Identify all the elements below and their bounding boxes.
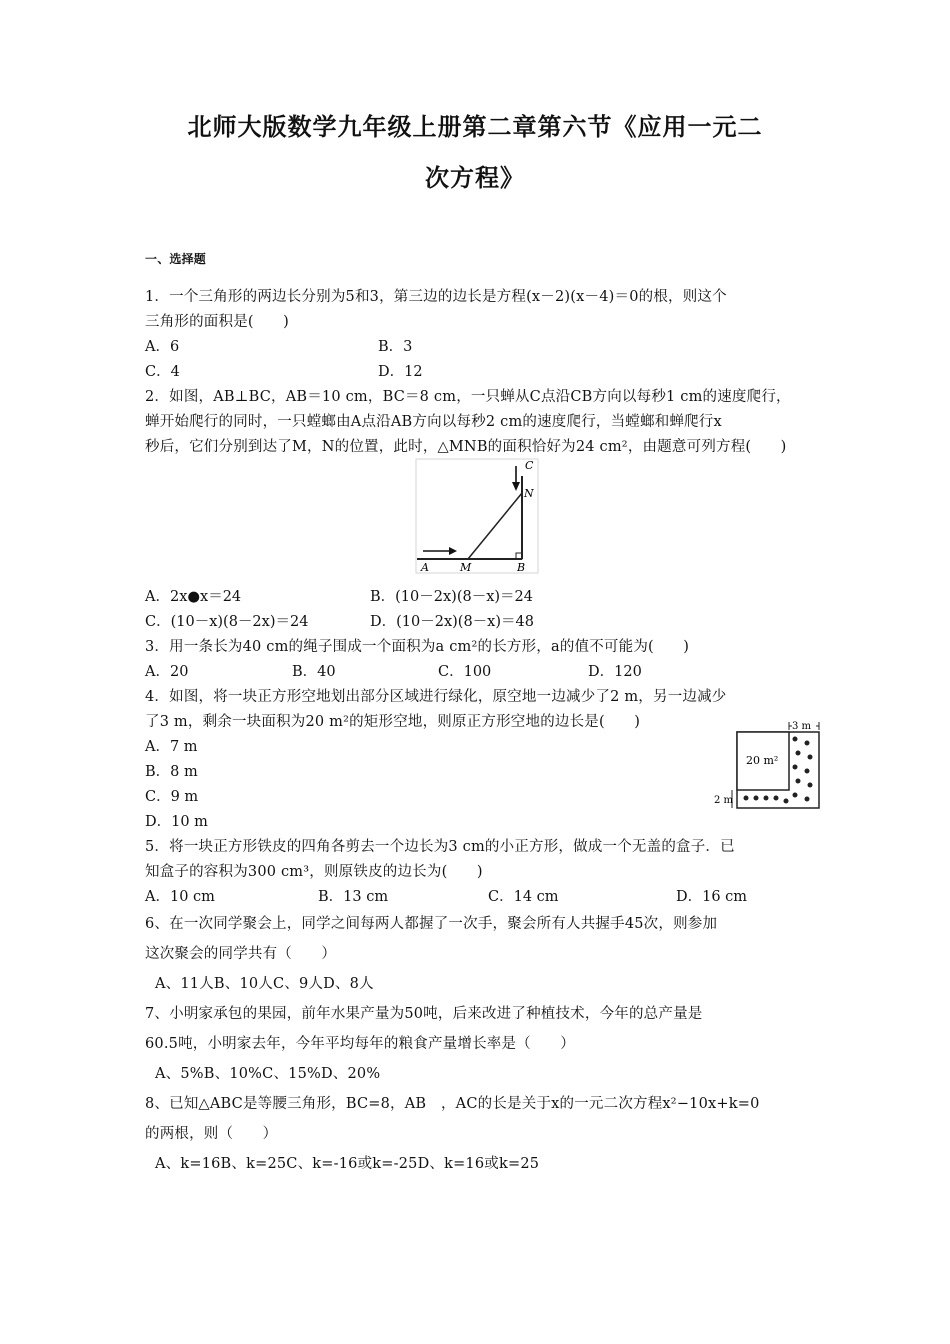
q3-option-b: B．40 [292, 664, 336, 680]
q6-options: A、11人B、10人C、9人D、8人 [155, 976, 374, 992]
q5-stem-line-1: 5．将一块正方形铁皮的四角各剪去一个边长为3 cm的小正方形，做成一个无盖的盒子．已 [145, 839, 735, 855]
q4-top-dimension: 3 m [792, 721, 812, 732]
q4-figure [712, 717, 824, 813]
q2-option-a: A．2x●x＝24 [145, 589, 242, 605]
q6-stem-line-2: 这次聚会的同学共有（ ） [145, 946, 337, 962]
q2-figure [415, 458, 540, 576]
q3-option-d: D．120 [588, 664, 642, 680]
q3-option-c: C．100 [438, 664, 492, 680]
q1-option-a: A．6 [145, 339, 180, 355]
q5-option-b: B．13 cm [318, 889, 389, 905]
document-title-line-1: 北师大版数学九年级上册第二章第六节《应用一元二 [187, 113, 763, 141]
q8-stem-line-1: 8、已知△ABC是等腰三角形，BC=8，AB ，AC的长是关于x的一元二次方程x²−10x+k=0 [145, 1096, 760, 1112]
q2-arrow-right-head-icon [449, 547, 457, 555]
q2-label-c: C [525, 459, 534, 472]
document-title-line-2: 次方程》 [425, 164, 525, 192]
q4-stem-line-2: 了3 m，剩余一块面积为20 m²的矩形空地，则原正方形空地的边长是( ) [145, 714, 641, 730]
q3-stem: 3．用一条长为40 cm的绳子围成一个面积为a cm²的长方形，a的值不可能为( ) [145, 639, 690, 655]
q1-stem-line-1: 1．一个三角形的两边长分别为5和3，第三边的边长是方程(x－2)(x－4)＝0的根，则这个 [145, 289, 727, 305]
q2-stem-line-1: 2．如图，AB⊥BC，AB＝10 cm，BC＝8 cm，一只蝉从C点沿CB方向以每秒1 cm的速度爬行， [145, 389, 791, 405]
q2-arrow-down-head-icon [512, 482, 520, 491]
q3-option-a: A．20 [145, 664, 189, 680]
section-heading: 一、选择题 [145, 252, 207, 266]
q4-option-b: B．8 m [145, 764, 198, 780]
q4-option-a: A．7 m [145, 739, 198, 755]
q8-stem-line-2: 的两根，则（ ） [145, 1126, 278, 1142]
q7-stem-line-2: 60.5吨，小明家去年，今年平均每年的粮食产量增长率是（ ） [145, 1036, 575, 1052]
q1-stem-line-2: 三角形的面积是( ) [145, 314, 290, 330]
q2-label-b: B [517, 561, 526, 574]
q4-side-dimension: 2 m [714, 795, 734, 806]
q5-option-d: D．16 cm [676, 889, 748, 905]
q5-option-a: A．10 cm [145, 889, 215, 905]
q4-option-c: C．9 m [145, 789, 199, 805]
q6-stem-line-1: 6、在一次同学聚会上，同学之间每两人都握了一次手，聚会所有人共握手45次，则参加 [145, 916, 718, 932]
q5-option-c: C．14 cm [488, 889, 559, 905]
q2-label-n: N [524, 487, 534, 500]
q7-stem-line-1: 7、小明家承包的果园，前年水果产量为50吨，后来改进了种植技术，今年的总产量是 [145, 1006, 703, 1022]
q2-stem-line-3: 秒后，它们分别到达了M，N的位置，此时，△MNB的面积恰好为24 cm²，由题意可列方程( ) [145, 439, 787, 455]
q2-segment-mn [468, 493, 522, 559]
q7-options: A、5%B、10%C、15%D、20% [155, 1066, 381, 1082]
q4-stem-line-1: 4．如图，将一块正方形空地划出部分区域进行绿化，原空地一边减少了2 m，另一边减少 [145, 689, 727, 705]
q2-label-a: A [421, 561, 429, 574]
q1-option-c: C．4 [145, 364, 180, 380]
q1-option-b: B．3 [378, 339, 413, 355]
q2-option-b: B．(10－2x)(8－x)＝24 [370, 589, 533, 605]
q2-figure-frame [416, 459, 538, 573]
q4-option-d: D．10 m [145, 814, 208, 830]
q4-area-label: 20 m² [746, 754, 779, 767]
q8-options: A、k=16B、k=25C、k=-16或k=-25D、k=16或k=25 [155, 1156, 540, 1172]
q2-option-c: C．(10－x)(8－2x)＝24 [145, 614, 309, 630]
q2-label-m: M [460, 561, 472, 574]
q2-option-d: D．(10－2x)(8－x)＝48 [370, 614, 534, 630]
q5-stem-line-2: 知盒子的容积为300 cm³，则原铁皮的边长为( ) [145, 864, 483, 880]
q2-stem-line-2: 蝉开始爬行的同时，一只螳螂由A点沿AB方向以每秒2 cm的速度爬行，当螳螂和蝉爬行x [145, 414, 722, 430]
q1-option-d: D．12 [378, 364, 423, 380]
